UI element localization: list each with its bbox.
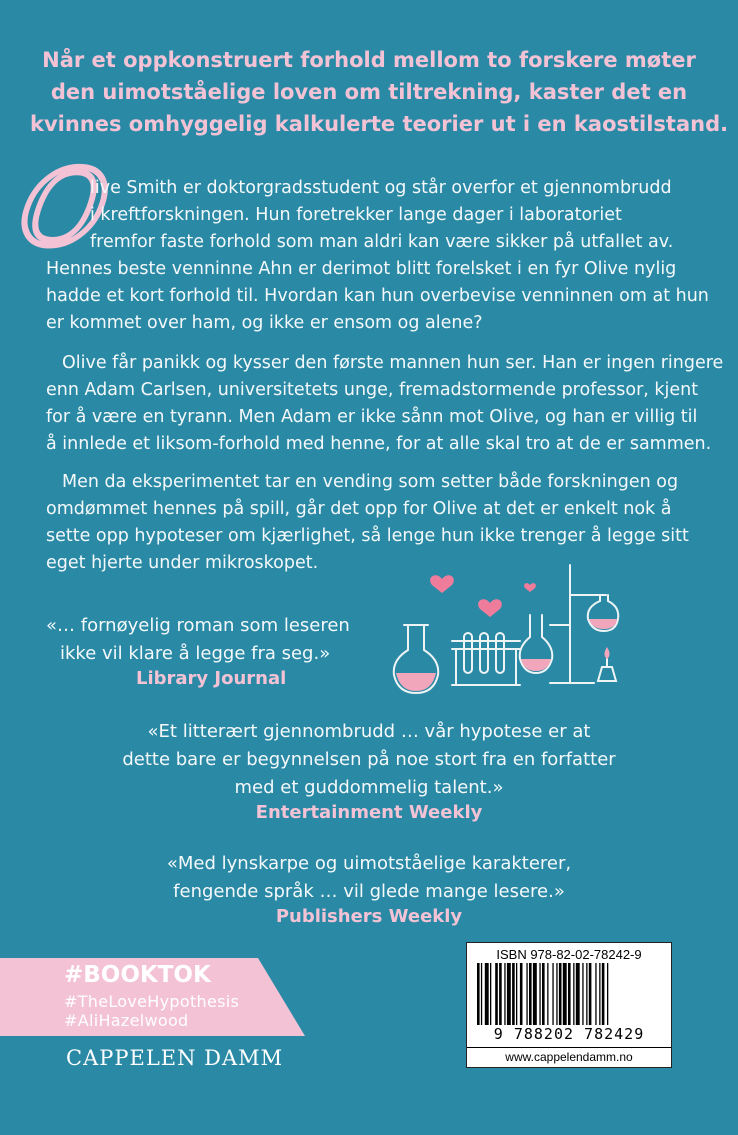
heart-icon	[430, 575, 454, 593]
barcode-bar	[504, 963, 505, 1025]
barcode-bar	[512, 963, 515, 1025]
review-quote-line: «Med lynskarpe og uimotståelige karakterer,	[166, 853, 572, 874]
barcode-bar	[552, 963, 553, 1025]
barcode-bar	[607, 963, 608, 1025]
barcode-bar	[563, 963, 567, 1025]
review-quote-line: dette bare er begynnelsen på noe stort fra en forfatter	[122, 749, 616, 770]
blurb-line: hadde et kort forhold til. Hvordan kan hun overbevise venninnen om at hun	[46, 286, 709, 306]
barcode-bar	[490, 963, 491, 1025]
barcode-bar	[529, 963, 532, 1025]
review-source: Library Journal	[136, 668, 287, 689]
barcode-bar	[481, 963, 482, 1025]
headline	[30, 44, 729, 140]
publisher-url: www.cappelendamm.no	[467, 1047, 671, 1064]
booktok-tag: #AliHazelwood	[64, 1011, 189, 1030]
review-quote-line: fengende språk … vil glede mange lesere.»	[173, 881, 565, 902]
barcode-bar	[526, 963, 527, 1025]
barcode-bar	[542, 963, 545, 1025]
barcode-icon	[475, 963, 663, 1025]
barcode-bar	[477, 963, 480, 1025]
headline-line: Når et oppkonstruert forhold mellom to forskere møter	[42, 48, 696, 72]
barcode-bar	[499, 963, 502, 1025]
review-quote-line: med et guddommelig talent.»	[234, 777, 504, 798]
heart-icon	[524, 583, 536, 592]
blurb-line: Hennes beste venninne Ahn er derimot blitt forelsket i en fyr Olive nylig	[46, 259, 677, 279]
blurb-line: eget hjerte under mikroskopet.	[46, 553, 319, 573]
review-quote-line: «… fornøyelig roman som leseren	[46, 615, 350, 636]
barcode-box	[466, 942, 672, 1068]
blurb-line: fremfor faste forhold som man aldri kan være sikker på utfallet av.	[90, 232, 674, 252]
lab-illustration	[380, 555, 660, 695]
burner-icon	[605, 647, 610, 659]
dropcap-o	[10, 147, 118, 269]
barcode-bar	[576, 963, 580, 1025]
barcode-bar	[586, 963, 587, 1025]
barcode-bar	[602, 963, 605, 1025]
review-source: Entertainment Weekly	[255, 802, 483, 823]
barcode-digits: 9 788202 782429	[493, 1025, 645, 1043]
barcode-bar	[507, 963, 511, 1025]
review-quote-line: «Et litterært gjennombrudd … vår hypotese er at	[147, 721, 591, 742]
barcode-bar	[533, 963, 537, 1025]
review-source: Publishers Weekly	[275, 906, 463, 927]
barcode-bar	[582, 963, 583, 1025]
booktok-tag: #TheLoveHypothesis	[64, 992, 240, 1011]
barcode-bar	[568, 963, 571, 1025]
publisher-logo: CAPPELEN DAMM	[66, 1046, 284, 1070]
blurb-line: Men da eksperimentet tar en vending som setter både forskningen og	[62, 472, 679, 492]
blurb-line: i kreftforskningen. Hun foretrekker lange dager i laboratoriet	[90, 205, 622, 225]
blurb-line: enn Adam Carlsen, universitetets unge, fremadstormende professor, kjent	[46, 380, 699, 400]
heart-icon	[478, 599, 502, 617]
blurb-line: å innlede et liksom-forhold med henne, for at alle skal tro at de er sammen.	[46, 434, 712, 454]
booktok-title: #BOOKTOK	[64, 962, 211, 988]
isbn-label: ISBN 978-82-02-78242-9	[496, 947, 642, 962]
barcode-bar	[595, 963, 596, 1025]
barcode-bar	[599, 963, 600, 1025]
barcode-bar	[539, 963, 540, 1025]
headline-line: den uimotståelige loven om tiltrekning, kaster det en	[50, 80, 688, 104]
headline-line: kvinnes omhyggelig kalkulerte teorier ut i en kaostilstand.	[30, 112, 729, 136]
blurb-line: omdømmet hennes på spill, går det opp for Olive at det er enkelt nok å	[46, 499, 672, 519]
blurb-line: er kommet over ham, og ikke er ensom og alene?	[46, 313, 483, 333]
barcode-bar	[495, 963, 498, 1025]
barcode-bar	[556, 963, 557, 1025]
review-quote-line: ikke vil klare å legge fra seg.»	[60, 643, 331, 664]
blurb-line: for å være en tyrann. Men Adam er ikke sånn mot Olive, og han er villig til	[46, 407, 698, 427]
blurb-line: Olive får panikk og kysser den første mannen hun ser. Han er ingen ringere	[62, 353, 724, 373]
barcode-bar	[589, 963, 592, 1025]
barcode-bar	[559, 963, 562, 1025]
barcode-bar	[516, 963, 517, 1025]
blurb-line: sette opp hypoteser om kjærlighet, så lenge hun ikke trenger å legge sitt	[46, 526, 689, 546]
blurb-line: live Smith er doktorgradsstudent og står overfor et gjennombrudd	[90, 178, 672, 198]
barcode-bar	[547, 963, 548, 1025]
barcode-bar	[520, 963, 523, 1025]
barcode-bar	[573, 963, 574, 1025]
dropcap-letter: O	[10, 147, 118, 269]
barcode-bar	[485, 963, 489, 1025]
